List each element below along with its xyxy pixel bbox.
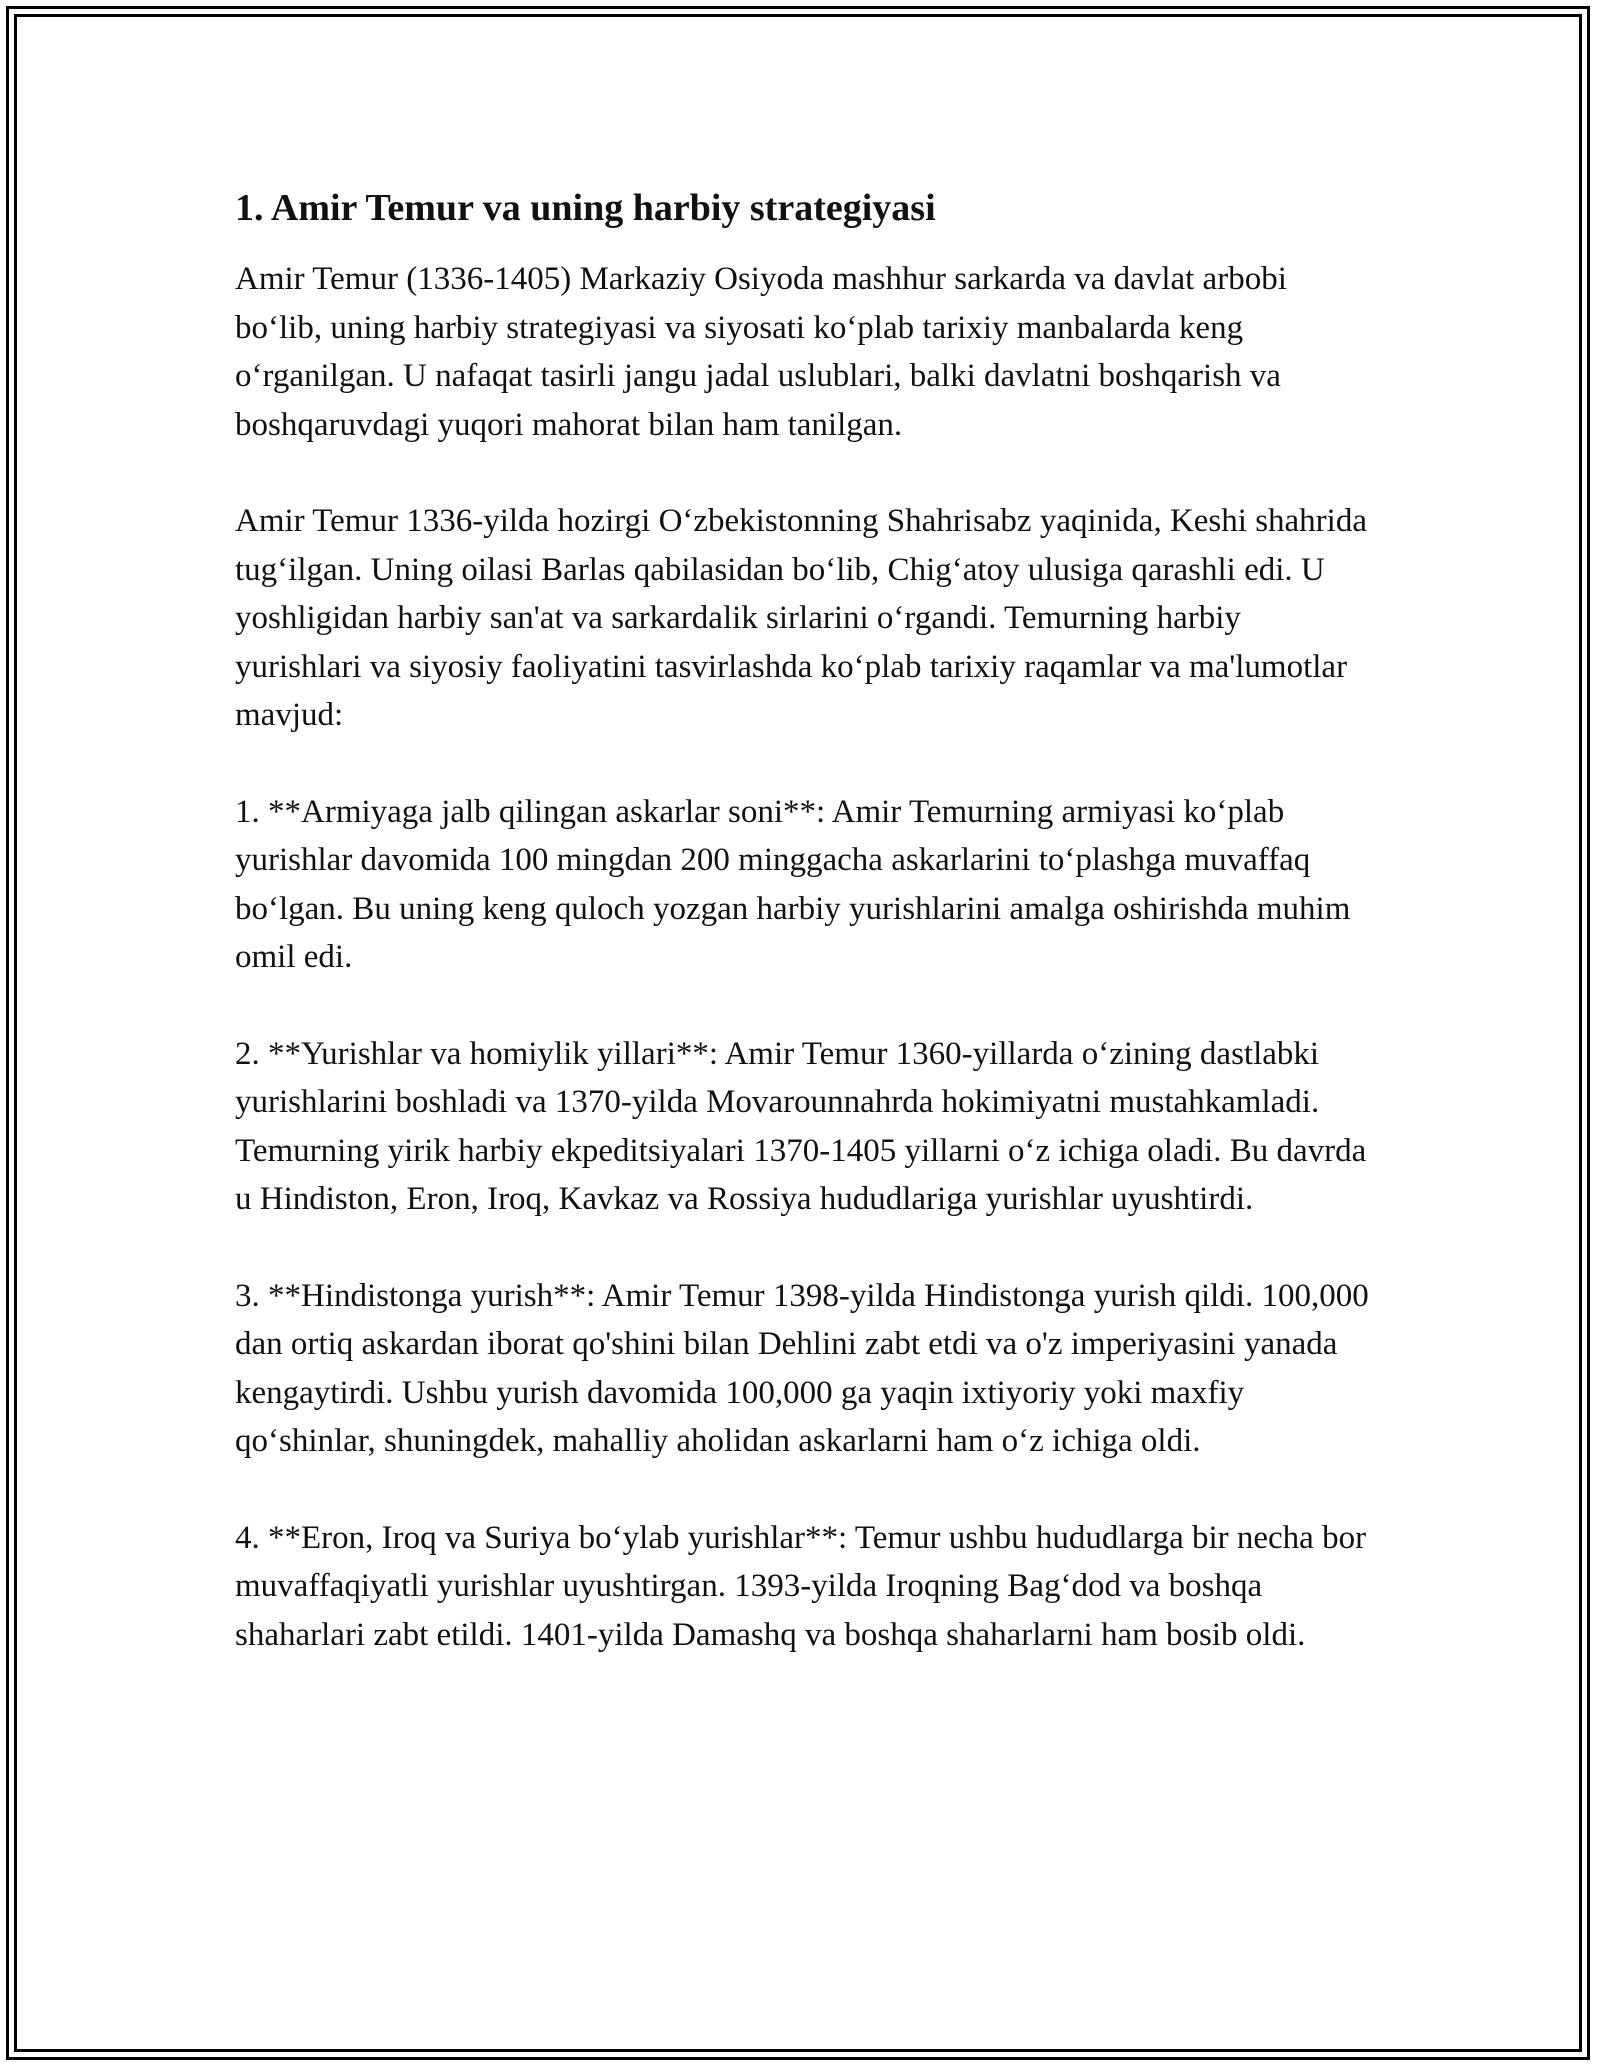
- paragraph-item-2: 2. **Yurishlar va homiylik yillari**: Amir Temur 1360-yillarda o‘zining dastlabki yurishlarini boshladi va 1370-yilda Movarounnahrda hokimiyatni mustahkamladi. Temurning yirik harbiy ekpeditsiyalari 1370-1405 yillarni o‘z ichiga oladi. Bu davrda u Hindiston, Eron, Iroq, Kavkaz va Rossiya hududlariga yurishlar uyushtirdi.: [235, 1035, 1367, 1218]
- paragraph-item-3: 3. **Hindistonga yurish**: Amir Temur 1398-yilda Hindistonga yurish qildi. 100,000 dan ortiq askardan iborat qo'shini bilan Dehlini zabt etdi va o'z imperiyasini yanada kengaytirdi. Ushbu yurish davomida 100,000 ga yaqin ixtiyoriy yoki maxfiy qo‘shinlar, shuningdek, mahalliy aholidan askarlarni ham o‘z ichiga oldi.: [235, 1277, 1369, 1460]
- paragraph-item-4: 4. **Eron, Iroq va Suriya bo‘ylab yurishlar**: Temur ushbu hududlarga bir necha bor muvaffaqiyatli yurishlar uyushtirgan. 1393-yilda Iroqning Bag‘dod va boshqa shaharlari zabt etildi. 1401-yilda Damashq va boshqa shaharlarni ham bosib oldi.: [235, 1519, 1367, 1653]
- document-body: [235, 184, 1375, 1707]
- section-heading: 1. Amir Temur va uning harbiy strategiyasi: [235, 187, 936, 229]
- paragraph-item-1: 1. **Armiyaga jalb qilingan askarlar soni**: Amir Temurning armiyasi ko‘plab yurishlar davomida 100 mingdan 200 minggacha askarlarini to‘plashga muvaffaq bo‘lgan. Bu uning keng quloch yozgan harbiy yurishlarini amalga oshirishda muhim omil edi.: [235, 793, 1351, 976]
- paragraph-biography: Amir Temur 1336-yilda hozirgi O‘zbekistonning Shahrisabz yaqinida, Keshi shahrida tug‘ilgan. Uning oilasi Barlas qabilasidan bo‘lib, Chig‘atoy ulusiga qarashli edi. U yoshligidan harbiy san'at va sarkardalik sirlarini o‘rgandi. Temurning harbiy yurishlari va siyosiy faoliyatini tasvirlashda ko‘plab tarixiy raqamlar va ma'lumotlar mavjud:: [235, 503, 1367, 734]
- paragraph-intro: Amir Temur (1336-1405) Markaziy Osiyoda mashhur sarkarda va davlat arbobi bo‘lib, uning harbiy strategiyasi va siyosati ko‘plab tarixiy manbalarda keng o‘rganilgan. U nafaqat tasirli jangu jadal uslublari, balki davlatni boshqarish va boshqaruvdagi yuqori mahorat bilan ham tanilgan.: [235, 261, 1287, 443]
